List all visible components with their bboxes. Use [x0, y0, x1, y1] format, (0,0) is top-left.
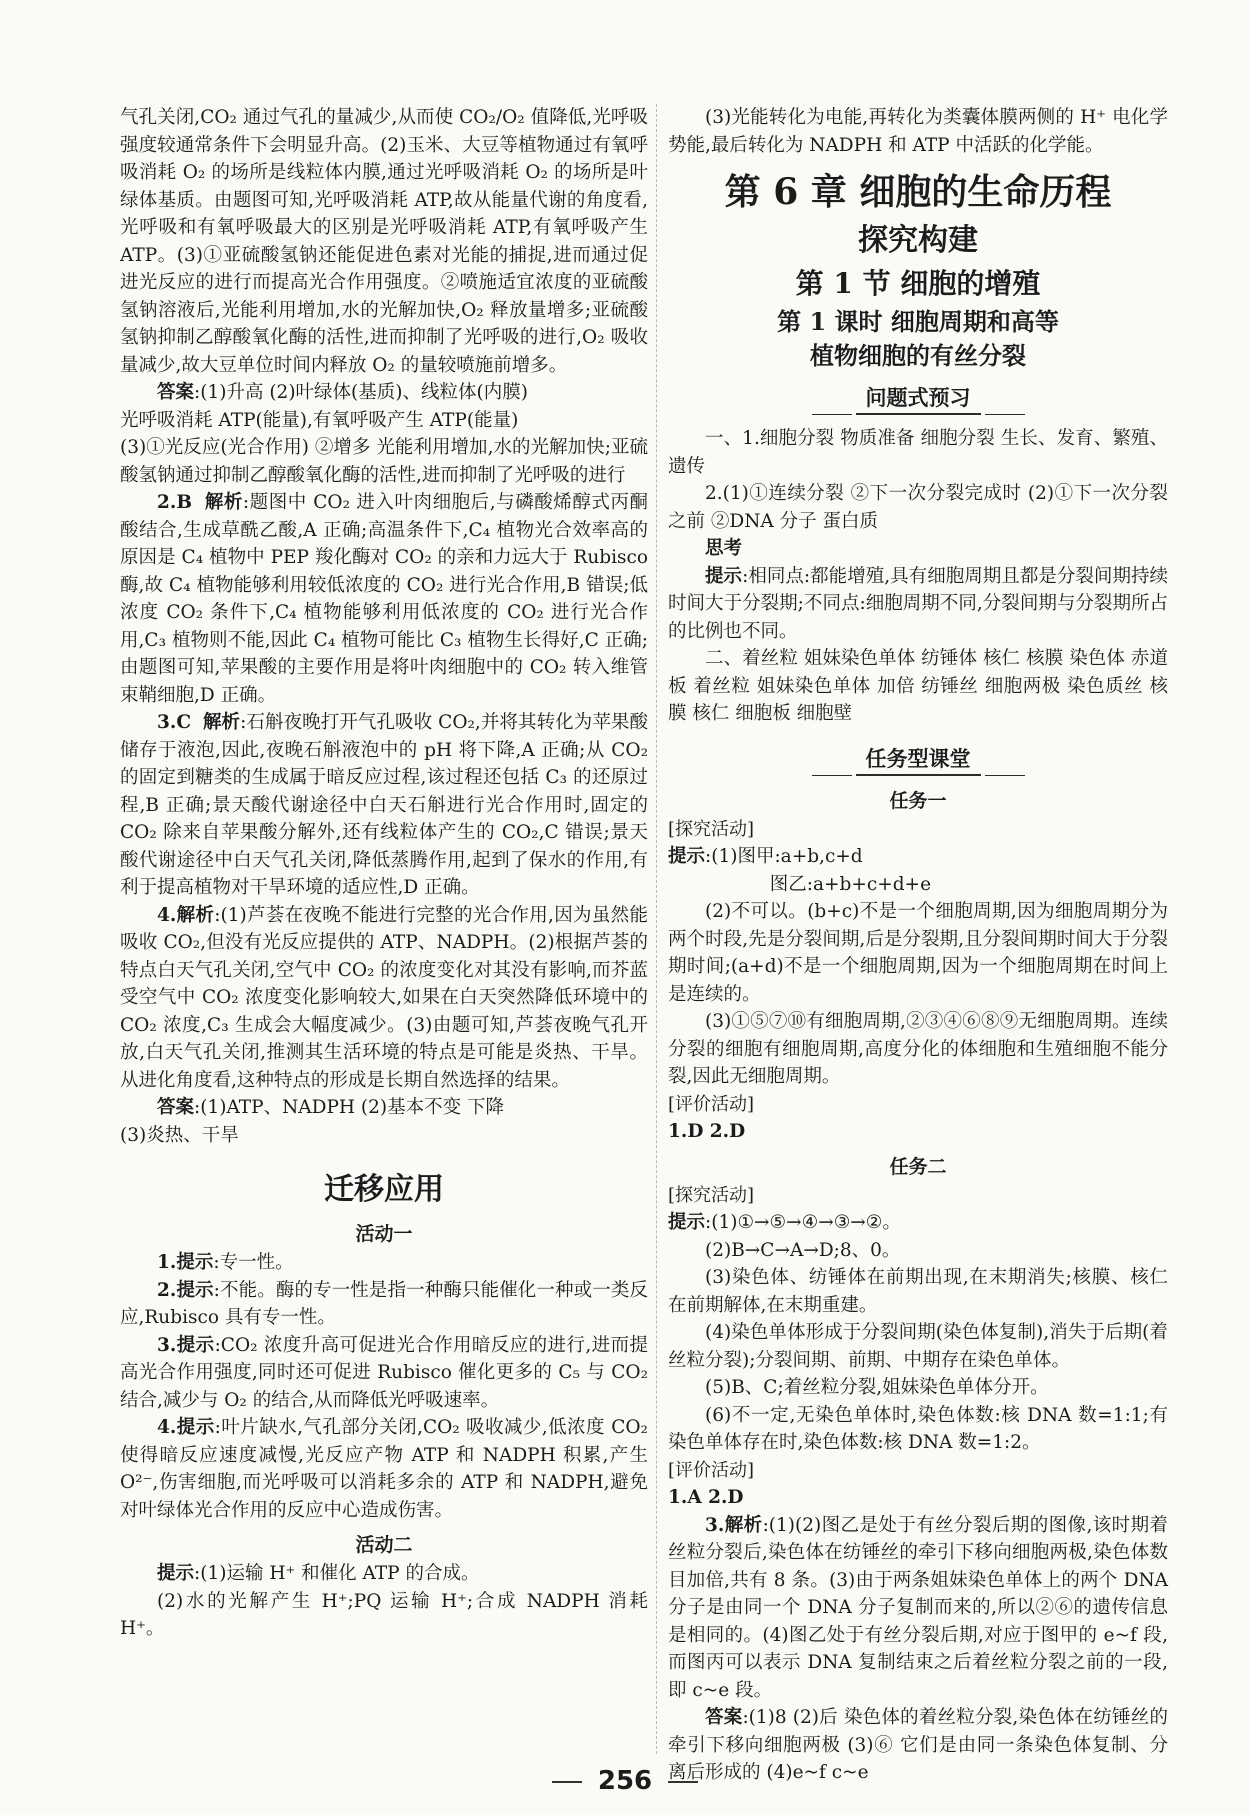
column-divider: [656, 104, 658, 1754]
answer-4: [120, 1094, 648, 1122]
item-number: 4.: [157, 1417, 177, 1438]
answer-1-line-3: (3)①光反应(光合作用) ②增多 光能利用增加,水的光解加快;亚硫酸氢钠通过抑制乙醇酸氧化酶的活性,进而抑制了光呼吸的进行: [120, 437, 648, 486]
hint-text: :(1)运输 H⁺ 和催化 ATP 的合成。: [194, 1563, 480, 1584]
page-number: 256: [597, 1766, 653, 1796]
hint-text: :相同点:都能增殖,具有细胞周期且都是分裂间期持续时间大于分裂期;不同点:细胞周期不同,分裂间期与分裂期所占的比例也不同。: [668, 565, 1168, 642]
analysis-label: 解析: [202, 712, 241, 733]
hint-2: [120, 1277, 648, 1332]
task-1-line-d: (3)①⑤⑦⑩有细胞周期,②③④⑥⑧⑨无细胞周期。连续分裂的细胞有细胞周期,高度分化的体细胞和生殖细胞不能分裂,因此无细胞周期。: [668, 1011, 1168, 1087]
explore-title: 探究构建: [858, 223, 978, 258]
task-2-title: 任务二: [889, 1155, 947, 1178]
hint-label: 提示: [176, 1279, 214, 1301]
activity-2-title: 活动二: [355, 1534, 413, 1556]
answer-1: [120, 379, 648, 407]
paragraph: (3)光能转化为电能,再转化为类囊体膜两侧的 H⁺ 电化学势能,最后转化为 NADPH 和 ATP 中活跃的化学能。: [668, 107, 1168, 156]
answer-text: :(1)升高 (2)叶绿体(基质)、线粒体(内膜): [194, 382, 528, 403]
dash-decoration: [668, 1781, 698, 1783]
analysis-label: 解析: [724, 1514, 763, 1536]
task-2-line-e: (5)B、C;着丝粒分裂,姐妹染色单体分开。: [705, 1377, 1049, 1398]
hint-text: :CO₂ 浓度升高可促进光合作用暗反应的进行,进而提高光合作用强度,同时还可促进 Rubisco 催化更多的 C₅ 与 CO₂ 结合,减少与 O₂ 的结合,从而降低光呼吸速率。: [120, 1334, 648, 1411]
activity-2-hint: [120, 1560, 648, 1588]
task-2-line-f: (6)不一定,无染色单体时,染色体数:核 DNA 数=1:1;有染色单体存在时,染色体数:核 DNA 数=1:2。: [668, 1404, 1168, 1453]
hint-label: 提示: [668, 846, 706, 867]
hint-text: :(1)图甲:a+b,c+d: [705, 846, 863, 867]
hint-1: [120, 1249, 648, 1277]
question-2-analysis: [120, 489, 648, 709]
task-2-line-b: (2)B→C→A→D;8、0。: [705, 1239, 901, 1261]
question-number: 4.: [157, 904, 177, 926]
analysis-text: :(1)芦荟在夜晚不能进行完整的光合作用,因为虽然能吸收 CO₂,但没有光反应提供的 ATP、NADPH。(2)根据芦荟的特点白天气孔关闭,空气中 CO₂ 的浓度变化对其没有影响,而芥蓝受空气中 CO₂ 浓度变化影响较大,如果在白天突然降低环境中的 CO₂ 浓度,C₃ 生成会大幅度减少。(3)由题可知,芦荟夜晚气孔开放,白天气孔关闭,推测其生活环境的特点是可能是炎热、干旱。从进化角度看,这种特点的形成是长期自然选择的结果。: [120, 904, 648, 1091]
hint-label: 提示: [668, 1212, 706, 1233]
task-2-hint: [668, 1209, 1168, 1237]
answer-text: :(1)8 (2)后 染色体的着丝粒分裂,染色体在纺锤丝的牵引下移向细胞两极 (3)⑥ 它们是由同一条染色体复制、分离后形成的 (4)e~f c~e: [668, 1707, 1168, 1783]
item-number: 2.: [157, 1279, 177, 1301]
task-1-line-c: (2)不可以。(b+c)不是一个细胞周期,因为细胞周期分为两个时段,先是分裂间期,后是分裂期,且分裂间期时间大于分裂期时间;(a+d)不是一个细胞周期,因为一个细胞周期在时间上是连续的。: [668, 901, 1168, 1005]
question-number: 3.C: [157, 712, 192, 733]
preview-heading: [668, 383, 1168, 415]
think-label: 思考: [705, 538, 743, 559]
page-number-footer: [0, 1768, 1250, 1796]
question-3-analysis: [120, 709, 648, 902]
evaluation-activity-tag: [评价活动]: [668, 1093, 755, 1115]
lesson-title-line-1: 第 1 课时 细胞周期和高等: [777, 307, 1059, 336]
evaluation-answers: 1.A 2.D: [668, 1487, 744, 1508]
answer-1-line-2: 光呼吸消耗 ATP(能量),有氧呼吸产生 ATP(能量): [120, 409, 519, 431]
task-2-line-d: (4)染色单体形成于分裂间期(染色体复制),消失于后期(着丝粒分裂);分裂间期、前期、中期存在染色单体。: [668, 1322, 1168, 1371]
explore-activity-tag: [探究活动]: [668, 1184, 755, 1206]
hint-4: [120, 1414, 648, 1524]
left-column: [120, 104, 648, 1643]
answer-label: 答案: [705, 1707, 743, 1728]
question-4-analysis: [120, 902, 648, 1095]
task-1-line-b: 图乙:a+b+c+d+e: [769, 873, 932, 895]
answer-label: 答案: [157, 382, 195, 403]
hint-3: [120, 1332, 648, 1415]
evaluation-answers: 1.D 2.D: [668, 1121, 746, 1142]
section-title: 第 1 节 细胞的增殖: [795, 267, 1041, 300]
analysis-label: 解析: [176, 904, 215, 926]
activity-1-title: 活动一: [355, 1223, 413, 1245]
right-column: [668, 104, 1168, 1787]
hint-text: :不能。酶的专一性是指一种酶只能催化一种或一类反应,Rubisco 具有专一性。: [120, 1279, 648, 1328]
answer-4-line-2: (3)炎热、干旱: [120, 1124, 239, 1146]
item-number: 3.: [157, 1334, 177, 1356]
preview-heading-text: 问题式预习: [856, 383, 981, 415]
lesson-title-line-2: 植物细胞的有丝分裂: [810, 341, 1026, 370]
hint-label: 提示: [176, 1417, 215, 1438]
answer-label: 答案: [157, 1097, 195, 1118]
hint-text: :叶片缺水,气孔部分关闭,CO₂ 吸收减少,低浓度 CO₂ 使得暗反应速度减慢,光反应产物 ATP 和 NADPH 积累,产生 O²⁻,伤害细胞,而光呼吸可以消耗多余的 ATP 和 NADPH,避免对叶绿体光合作用的反应中心造成伤害。: [120, 1417, 648, 1521]
analysis-text: :石斛夜晚打开气孔吸收 CO₂,并将其转化为苹果酸储存于液泡,因此,夜晚石斛液泡中的 pH 将下降,A 正确;从 CO₂ 的固定到糖类的生成属于暗反应过程,该过程还包括 C₃ 的还原过程,B 正确;景天酸代谢途径中白天石斛进行光合作用时,固定的 CO₂ 除来自苹果酸分解外,还有线粒体产生的 CO₂,C 错误;景天酸代谢途径中白天气孔关闭,降低蒸腾作用,起到了保水的作用,有利于提高植物对干旱环境的适应性,D 正确。: [120, 712, 648, 898]
chapter-title: 第 6 章 细胞的生命历程: [724, 171, 1112, 213]
analysis-text: :(1)(2)图乙是处于有丝分裂后期的图像,该时期着丝粒分裂后,染色体在纺锤丝的牵引下移向细胞两极,染色体数目加倍,共有 8 条。(3)由于两条姐妹染色单体上的两个 DNA 分子是由同一个 DNA 分子复制而来的,所以②⑥的遗传信息是相同的。(4)图乙处于有丝分裂后期,对应于图甲的 e~f 段,而图丙可以表示 DNA 复制结束之后着丝粒分裂之前的一段,即 c~e 段。: [668, 1514, 1168, 1701]
class-heading: [668, 744, 1168, 776]
think-hint: [668, 563, 1168, 646]
analysis-text: :题图中 CO₂ 进入叶肉细胞后,与磷酸烯醇式丙酮酸结合,生成草酰乙酸,A 正确;高温条件下,C₄ 植物光合效率高的原因是 C₄ 植物中 PEP 羧化酶对 CO₂ 的亲和力远大于 Rubisco 酶,故 C₄ 植物能够利用较低浓度的 CO₂ 进行光合作用,B 错误;低浓度 CO₂ 条件下,C₄ 植物能够利用低浓度的 CO₂ 进行光合作用,C₃ 植物则不能,因此 C₄ 植物可能比 C₃ 植物生长得好,C 正确;由题图可知,苹果酸的主要作用是将叶肉细胞中的 CO₂ 转入维管束鞘细胞,D 正确。: [120, 492, 648, 706]
dash-decoration: [552, 1781, 582, 1783]
analysis-label: 解析: [204, 492, 243, 513]
paragraph: 气孔关闭,CO₂ 通过气孔的量减少,从而使 CO₂/O₂ 值降低,光呼吸强度较通常条件下会明显升高。(2)玉米、大豆等植物通过有氧呼吸消耗 O₂ 的场所是线粒体内膜,通过光呼吸消耗 O₂ 的场所是叶绿体基质。由题图可知,光呼吸消耗 ATP,故从能量代谢的角度看,光呼吸和有氧呼吸最大的区别是光呼吸消耗 ATP,有氧呼吸产生 ATP。(3)①亚硫酸氢钠还能促进色素对光能的捕捉,进而通过促进光反应的进行而提高光合作用强度。②喷施适宜浓度的亚硫酸氢钠溶液后,光能利用增加,水的光解加快,O₂ 释放量增多;亚硫酸氢钠抑制乙醇酸氧化酶的活性,进而抑制了光呼吸的进行,O₂ 吸收量减少,故大豆单位时间内释放 O₂ 的量较喷施前增多。: [120, 107, 648, 376]
question-number: 2.B: [157, 492, 192, 513]
question-3-analysis: [668, 1512, 1168, 1705]
task-1-title: 任务一: [889, 789, 947, 812]
preview-3: 二、着丝粒 姐妹染色单体 纺锤体 核仁 核膜 染色体 赤道板 着丝粒 姐妹染色单体 加倍 纺锤丝 细胞两极 染色质丝 核膜 核仁 细胞板 细胞壁: [668, 648, 1168, 724]
task-1-hint: [668, 843, 1168, 871]
hint-label: 提示: [176, 1252, 214, 1273]
explore-activity-tag: [探究活动]: [668, 818, 755, 840]
preview-2: 2.(1)①连续分裂 ②下一次分裂完成时 (2)①下一次分裂之前 ②DNA 分子 蛋白质: [668, 483, 1168, 532]
answer-text: :(1)ATP、NADPH (2)基本不变 下降: [194, 1097, 505, 1118]
preview-1: 一、1.细胞分裂 物质准备 细胞分裂 生长、发育、繁殖、遗传: [668, 428, 1168, 477]
hint-text: :专一性。: [213, 1252, 294, 1273]
question-number: 3.: [705, 1514, 725, 1536]
activity-2-line-2: (2)水的光解产生 H⁺;PQ 运输 H⁺;合成 NADPH 消耗 H⁺。: [120, 1590, 648, 1639]
hint-label: 提示: [157, 1563, 195, 1584]
hint-text: :(1)①→⑤→④→③→②。: [705, 1212, 901, 1233]
evaluation-activity-tag: [评价活动]: [668, 1459, 755, 1481]
class-heading-text: 任务型课堂: [856, 744, 981, 776]
item-number: 1.: [157, 1252, 177, 1273]
hint-label: 提示: [705, 565, 743, 587]
hint-label: 提示: [176, 1334, 215, 1356]
transfer-application-title: 迁移应用: [324, 1172, 444, 1207]
task-2-line-c: (3)染色体、纺锤体在前期出现,在末期消失;核膜、核仁在前期解体,在末期重建。: [668, 1267, 1168, 1316]
